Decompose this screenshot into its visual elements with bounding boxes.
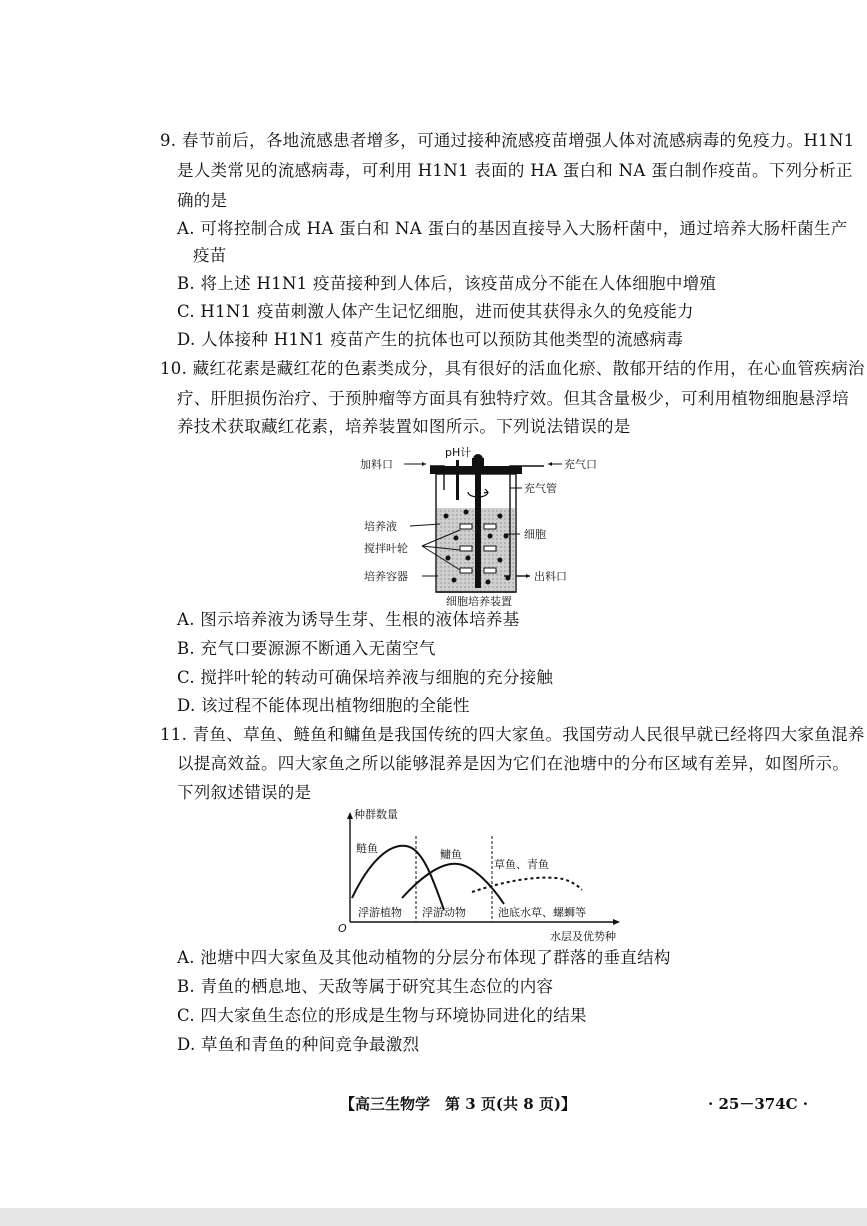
label-bighead-carp: 鳙鱼 xyxy=(440,848,462,861)
q11-option-a: A. 池塘中四大家鱼及其他动植物的分层分布体现了群落的垂直结构 xyxy=(177,948,671,967)
label-inlet: 加料口 xyxy=(360,458,393,471)
label-medium: 培养液 xyxy=(364,520,397,533)
q11-option-c: C. 四大家鱼生态位的形成是生物与环境协同进化的结果 xyxy=(177,1006,587,1025)
label-cells: 细胞 xyxy=(524,528,546,541)
q9-option-c: C. H1N1 疫苗刺激人体产生记忆细胞，进而使其获得永久的免疫能力 xyxy=(177,302,694,321)
curve-silver-carp xyxy=(352,846,444,910)
zone-label-bottom: 池底水草、螺蛳等 xyxy=(498,906,586,919)
label-ph: pH计 xyxy=(445,446,472,459)
origin-label: O xyxy=(338,922,347,935)
fish-distribution-chart xyxy=(332,806,632,944)
label-outlet: 出料口 xyxy=(534,570,567,583)
q11-stem-line-3: 下列叙述错误的是 xyxy=(177,783,312,802)
footer-title: 【高三生物学 第 3 页(共 8 页)】 xyxy=(340,1095,576,1113)
label-grass-black-carp: 草鱼、青鱼 xyxy=(494,858,549,871)
q10-stem-line-2: 疗、肝胆损伤治疗、于预肿瘤等方面具有独特疗效。但其含量极少，可利用植物细胞悬浮培 xyxy=(177,389,849,408)
q11-stem-line-2: 以提高效益。四大家鱼之所以能够混养是因为它们在池塘中的分布区域有差异，如图所示。 xyxy=(177,754,849,773)
q9-option-b: B. 将上述 H1N1 疫苗接种到人体后，该疫苗成分不能在人体细胞中增殖 xyxy=(177,274,717,293)
label-air-inlet: 充气口 xyxy=(564,458,597,471)
q10-option-b: B. 充气口要源源不断通入无菌空气 xyxy=(177,639,436,658)
label-silver-carp: 鲢鱼 xyxy=(356,842,378,855)
q9-option-a-line-2: 疫苗 xyxy=(193,246,227,265)
y-axis-label: 种群数量 xyxy=(354,808,398,821)
label-impeller: 搅拌叶轮 xyxy=(364,542,408,555)
bioreactor-figure xyxy=(360,446,610,608)
q9-stem-line-3: 确的是 xyxy=(177,191,228,210)
q9-stem-line-2: 是人类常见的流感病毒，可利用 H1N1 表面的 HA 蛋白和 NA 蛋白制作疫苗。下列分析正 xyxy=(177,161,853,180)
curve-bighead-carp xyxy=(402,864,504,904)
q9-option-d: D. 人体接种 H1N1 疫苗产生的抗体也可以预防其他类型的流感病毒 xyxy=(177,330,684,349)
label-air-tube: 充气管 xyxy=(524,482,557,495)
q10-stem-line-1: 10. 藏红花素是藏红花的色素类成分，具有很好的活血化瘀、散郁开结的作用，在心血管疾病治 xyxy=(160,359,865,378)
label-vessel: 培养容器 xyxy=(364,570,408,583)
q11-option-d: D. 草鱼和青鱼的种间竞争最激烈 xyxy=(177,1035,420,1054)
q10-option-a: A. 图示培养液为诱导生芽、生根的液体培养基 xyxy=(177,610,520,629)
footer-code: · 25－374C · xyxy=(708,1095,809,1113)
q10-stem-line-3: 养技术获取藏红花素，培养装置如图所示。下列说法错误的是 xyxy=(177,417,631,436)
q9-option-a-line-1: A. 可将控制合成 HA 蛋白和 NA 蛋白的基因直接导入大肠杆菌中，通过培养大肠杆菌生产 xyxy=(177,219,848,238)
q10-option-d: D. 该过程不能体现出植物细胞的全能性 xyxy=(177,696,470,715)
q9-stem-line-1: 9. 春节前后，各地流感患者增多，可通过接种流感疫苗增强人体对流感病毒的免疫力。H1N1 xyxy=(160,131,855,150)
q10-option-c: C. 搅拌叶轮的转动可确保培养液与细胞的充分接触 xyxy=(177,668,554,687)
q11-stem-line-1: 11. 青鱼、草鱼、鲢鱼和鳙鱼是我国传统的四大家鱼。我国劳动人民很早就已经将四大家鱼混养 xyxy=(160,725,865,744)
q11-option-b: B. 青鱼的栖息地、天敌等属于研究其生态位的内容 xyxy=(177,977,554,996)
scan-bottom-edge xyxy=(0,1208,867,1226)
stirrer-shaft xyxy=(475,474,481,588)
x-axis-label: 水层及优势种 xyxy=(550,930,616,943)
zone-label-zooplankton: 浮游动物 xyxy=(422,906,466,919)
zone-label-phytoplankton: 浮游植物 xyxy=(358,906,402,919)
figure-caption: 细胞培养装置 xyxy=(446,595,512,608)
